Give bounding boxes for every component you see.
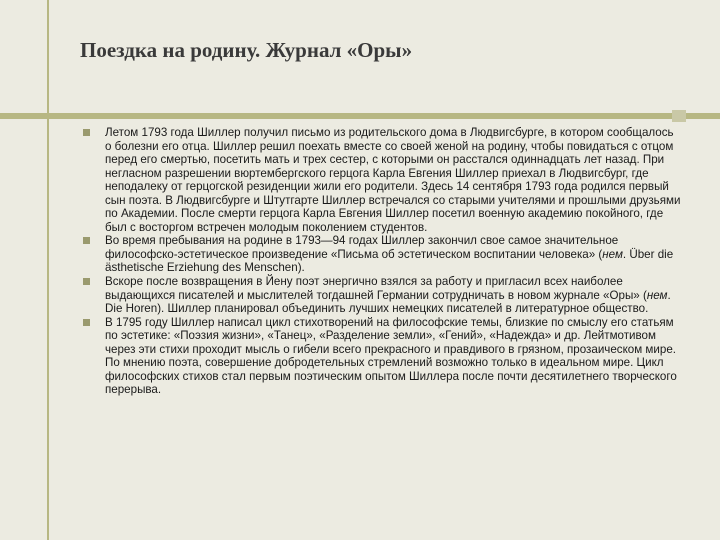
language-abbrev: нем — [602, 247, 623, 261]
bullet-item-3 — [82, 275, 682, 316]
bullet-square-icon — [83, 319, 90, 326]
bullet-square-icon — [83, 278, 90, 285]
bullet-square-icon — [83, 237, 90, 244]
left-vertical-rule — [47, 0, 49, 540]
bullet-item-4 — [82, 316, 682, 397]
bullet-text: В 1795 году Шиллер написал цикл стихотворений на философские темы, близкие по смыслу его статьям по эстетике: «Поэзия жизни», «Танец», «Разделение земли», «Гений», «Надежда» и др. Лейтмотивом через эти стихи проходит мысль о гибели всего прекрасного и правдивого в грязном, прозаическом мире. По мнению поэта, совершение добродетельных стремлений возможно только в идеальном мире. Цикл философских стихов стал первым поэтическим опытом Шиллера после почти десятилетнего творческого перерыва. — [105, 315, 677, 397]
bullet-item-2 — [82, 234, 682, 275]
bullet-text-part: Вскоре после возвращения в Йену поэт энергично взялся за работу и пригласил всех наиболее выдающихся писателей и мыслителей тогдашней Германии сотрудничать в новом журнале «Оры» ( — [105, 275, 647, 302]
divider-end-block — [672, 110, 686, 122]
bullet-item-1 — [82, 126, 682, 234]
page-title: Поездка на родину. Журнал «Оры» — [80, 38, 413, 62]
bullet-list — [82, 126, 682, 397]
language-abbrev: нем — [646, 288, 668, 302]
bullet-text: Летом 1793 года Шиллер получил письмо из родительского дома в Людвигсбурге, в котором сообщалось о болезни его отца. Шиллер решил поехать вместе со своей женой на родину, чтобы повидаться с отцом перед его смертью, посетить мать и трех сестер, с которыми он расстался одиннадцать лет назад. При негласном разрешении вюртембергского герцога Карла Евгения Шиллер приехал в Людвигсбург, где неподалеку от герцогской резиденции жили его родители. Здесь 14 сентября 1793 года родился первый сын поэта. В Людвигсбурге и Штутгарте Шиллер встречался со старыми учителями и прошлыми друзьями по Академии. После смерти герцога Карла Евгения Шиллер посетил военную академию покойного, где был с восторгом встречен молодым поколением студентов. — [105, 126, 681, 234]
bullet-text-part: Во время пребывания на родине в 1793—94 годах Шиллер закончил свое самое значительное философско-эстетическое произведение «Письма об эстетическом воспитании человека» ( — [105, 234, 619, 261]
bullet-text-part: . Die Horen). Шиллер планировал объединить лучших немецких писателей в литературное общество. — [105, 288, 671, 316]
bullet-text — [105, 234, 673, 274]
bullet-square-icon — [83, 129, 90, 136]
title-divider-bar — [0, 113, 720, 119]
bullet-text — [105, 275, 671, 315]
bullet-text-part: . Über die ästhetische Erziehung des Menschen). — [105, 247, 674, 275]
